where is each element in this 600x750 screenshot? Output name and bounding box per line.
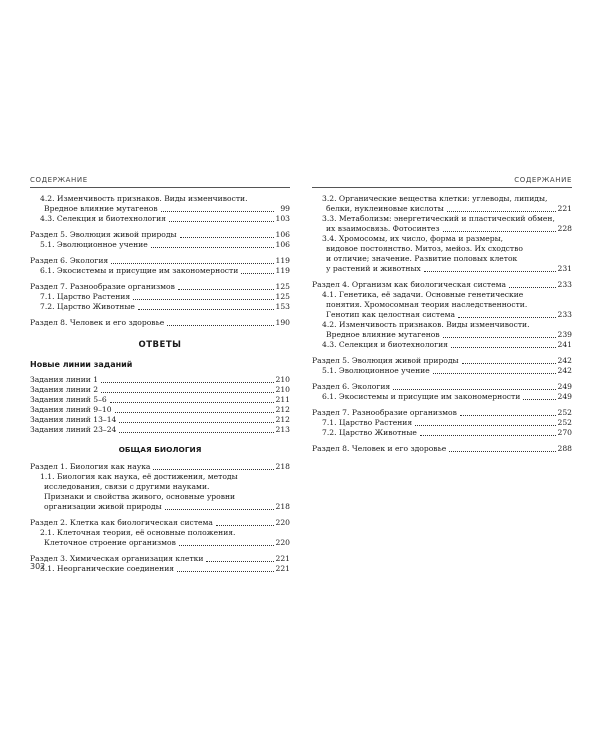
- toc-entry-title: Вредное влияние мутагенов: [44, 204, 158, 213]
- toc-entry: [30, 214, 290, 224]
- toc-entry-line: 2.1. Клеточная теория, её основные положения.: [40, 528, 236, 537]
- dot-leader: [206, 561, 273, 562]
- toc-entry: [312, 340, 572, 350]
- toc-entry-row: [312, 382, 572, 392]
- toc-page-number: 213: [275, 425, 290, 434]
- toc-page-number: 241: [557, 340, 572, 349]
- toc-entry-title: Задания линий 13–14: [30, 415, 117, 424]
- toc-entry-row: [30, 240, 290, 250]
- dot-leader: [241, 273, 273, 274]
- toc-entry-title: Задания линий 9–10: [30, 405, 112, 414]
- toc-entry: [30, 375, 290, 385]
- dot-leader: [216, 525, 274, 526]
- toc-section-entry: [312, 444, 572, 454]
- toc-entry-title: Задания линии 1: [30, 375, 99, 384]
- dot-leader: [420, 435, 556, 436]
- dot-leader: [115, 412, 274, 413]
- toc-entry-title: Раздел 8. Человек и его здоровье: [30, 318, 165, 327]
- toc-page-number: 190: [275, 318, 290, 327]
- toc-section-entry: [312, 356, 572, 366]
- toc-section-entry: [30, 318, 290, 328]
- toc-entry: [30, 405, 290, 415]
- toc-entry: [312, 418, 572, 428]
- dot-leader: [177, 571, 273, 572]
- toc-page-number: 288: [557, 444, 572, 453]
- toc-entry-title: Раздел 1. Биология как наука: [30, 462, 151, 471]
- toc-entry-title: 4.3. Селекция и биотехнология: [40, 214, 166, 223]
- toc-entry-line: 3.3. Метаболизм: энергетический и пластический обмен,: [322, 214, 555, 223]
- toc-entry-row: [312, 366, 572, 376]
- toc-entry-title: 3.1. Неорганические соединения: [40, 564, 175, 573]
- toc-entry-title: 7.1. Царство Растения: [322, 418, 413, 427]
- toc-entry-title: Раздел 6. Экология: [312, 382, 391, 391]
- running-header-right: СОДЕРЖАНИЕ: [312, 176, 572, 188]
- dot-leader: [509, 287, 555, 288]
- toc-page-number: 218: [275, 462, 290, 471]
- toc-entry: [312, 194, 572, 214]
- toc-entry-row: [312, 330, 572, 340]
- dot-leader: [161, 211, 274, 212]
- toc-entry: [30, 194, 290, 214]
- toc-entry-title: Задания линий 5–6: [30, 395, 107, 404]
- toc-page-number: 220: [275, 518, 290, 527]
- toc-entry-line: 1.1. Биология как наука, её достижения, методы: [40, 472, 238, 481]
- toc-page-number: 249: [557, 392, 572, 401]
- toc-entry-line: и отличие; значение. Развитие половых клеток: [326, 254, 518, 263]
- toc-entry-row: [30, 425, 290, 435]
- toc-page-number: 119: [275, 266, 290, 275]
- toc-entry-row: [30, 415, 290, 425]
- dot-leader: [133, 299, 273, 300]
- toc-entry-row: [30, 292, 290, 302]
- toc-entry-row: [312, 340, 572, 350]
- dot-leader: [393, 389, 555, 390]
- toc-page-number: 220: [275, 538, 290, 547]
- dot-leader: [523, 399, 555, 400]
- toc-entry-row: [30, 462, 290, 472]
- toc-entry-title: Клеточное строение организмов: [44, 538, 176, 547]
- general-biology-heading: ОБЩАЯ БИОЛОГИЯ: [118, 445, 202, 454]
- toc-page-number: 212: [275, 415, 290, 424]
- dot-leader: [119, 432, 273, 433]
- toc-entry-line: 4.2. Изменчивость признаков. Виды изменчивости.: [40, 194, 248, 203]
- toc-entry-title: у растений и животных: [326, 264, 421, 273]
- toc-entry-title: их взаимосвязь. Фотосинтез: [326, 224, 440, 233]
- toc-section-entry: [30, 518, 290, 528]
- dot-leader: [169, 221, 274, 222]
- toc-page-number: 218: [275, 502, 290, 511]
- toc-entry: [30, 564, 290, 574]
- toc-section-entry: [30, 462, 290, 472]
- toc-entry: [30, 415, 290, 425]
- toc-page-number: 239: [557, 330, 572, 339]
- left-page: [30, 176, 290, 574]
- toc-page-number: 221: [275, 564, 290, 573]
- toc-entry: [312, 366, 572, 376]
- toc-top-left: [30, 194, 290, 328]
- toc-entry-row: [312, 310, 572, 320]
- toc-page-number: 242: [557, 366, 572, 375]
- toc-page-number: 242: [557, 356, 572, 365]
- toc-entry-title: 4.3. Селекция и биотехнология: [322, 340, 448, 349]
- toc-page-number: 106: [275, 230, 290, 239]
- toc-page-number: 211: [275, 395, 290, 404]
- toc-page-number: 270: [557, 428, 572, 437]
- dot-leader: [151, 247, 274, 248]
- toc-page-number: 210: [275, 385, 290, 394]
- toc-page-number: 233: [557, 310, 572, 319]
- toc-entry: [30, 385, 290, 395]
- toc-entry-title: 6.1. Экосистемы и присущие им закономерности: [40, 266, 239, 275]
- toc-entry-title: 5.1. Эволюционное учение: [322, 366, 430, 375]
- toc-entry-line: 3.2. Органические вещества клетки: углеводы, липиды,: [322, 194, 548, 203]
- dot-leader: [462, 363, 556, 364]
- toc-entry: [312, 392, 572, 402]
- dot-leader: [138, 309, 274, 310]
- toc-entry-title: Раздел 6. Экология: [30, 256, 109, 265]
- toc-section-entry: [312, 408, 572, 418]
- toc-entry: [312, 214, 572, 234]
- toc-page-number: 210: [275, 375, 290, 384]
- toc-section-entry: [30, 256, 290, 266]
- toc-entry: [30, 266, 290, 276]
- dot-leader: [101, 392, 273, 393]
- toc-page-number: 212: [275, 405, 290, 414]
- toc-entry-row: [30, 502, 290, 512]
- toc-entry-line: видовое постоянство. Митоз, мейоз. Их сходство: [326, 244, 523, 253]
- dot-leader: [179, 545, 274, 546]
- dot-leader: [110, 402, 274, 403]
- toc-entry-line: 4.1. Генетика, её задачи. Основные генетические: [322, 290, 524, 299]
- toc-entry: [30, 472, 290, 512]
- toc-entry-row: [30, 214, 290, 224]
- toc-entry-line: 4.2. Изменчивость признаков. Виды изменчивости.: [322, 320, 530, 329]
- dot-leader: [415, 425, 555, 426]
- toc-entry-row: [30, 405, 290, 415]
- toc-entry-title: Раздел 7. Разнообразие организмов: [30, 282, 175, 291]
- toc-entry-line: исследования, связи с другими науками.: [44, 482, 210, 491]
- toc-entry-title: Раздел 5. Эволюция живой природы: [30, 230, 177, 239]
- running-header-left: СОДЕРЖАНИЕ: [30, 176, 290, 188]
- answers-heading: ОТВЕТЫ: [138, 340, 182, 350]
- toc-bottom-left: [30, 462, 290, 574]
- dot-leader: [165, 509, 274, 510]
- toc-entry-row: [312, 444, 572, 454]
- dot-leader: [180, 237, 274, 238]
- toc-entry: [30, 395, 290, 405]
- dot-leader: [101, 382, 273, 383]
- toc-entry-title: организации живой природы: [44, 502, 162, 511]
- toc-entry: [312, 320, 572, 340]
- toc-entry-row: [312, 280, 572, 290]
- toc-entry-row: [30, 395, 290, 405]
- toc-page-number: 233: [557, 280, 572, 289]
- toc-entry-title: Раздел 5. Эволюция живой природы: [312, 356, 459, 365]
- toc-page-number: 119: [275, 256, 290, 265]
- toc-entry-title: 6.1. Экосистемы и присущие им закономерности: [322, 392, 521, 401]
- dot-leader: [443, 231, 556, 232]
- toc-page-number: 249: [557, 382, 572, 391]
- toc-entry-row: [30, 554, 290, 564]
- toc-entry-title: белки, нуклеиновые кислоты: [326, 204, 444, 213]
- dot-leader: [460, 415, 556, 416]
- toc-page-number: 221: [275, 554, 290, 563]
- toc-entry-title: 7.2. Царство Животные: [322, 428, 417, 437]
- toc-entry-title: Задания линий 23–24: [30, 425, 117, 434]
- toc-entry-line: Признаки и свойства живого, основные уровни: [44, 492, 236, 501]
- toc-section-entry: [30, 554, 290, 564]
- toc-entry-row: [312, 428, 572, 438]
- toc-entry-title: Раздел 3. Химическая организация клетки: [30, 554, 204, 563]
- toc-entry-row: [312, 418, 572, 428]
- new-lines-heading: Новые линии заданий: [30, 360, 133, 369]
- toc-entry-row: [30, 385, 290, 395]
- toc-entry-line: 3.4. Хромосомы, их число, форма и размеры,: [322, 234, 504, 243]
- dot-leader: [167, 325, 273, 326]
- toc-entry-line: понятия. Хромосомная теория наследственности.: [326, 300, 528, 309]
- toc-entry-row: [30, 318, 290, 328]
- toc-page-number: 106: [275, 240, 290, 249]
- toc-entry-row: [312, 264, 572, 274]
- toc-page-number: 252: [557, 418, 572, 427]
- dot-leader: [443, 337, 556, 338]
- toc-entry-title: 5.1. Эволюционное учение: [40, 240, 148, 249]
- toc-page-number: 228: [557, 224, 572, 233]
- dot-leader: [111, 263, 273, 264]
- dot-leader: [447, 211, 556, 212]
- toc-entry-title: 7.1. Царство Растения: [40, 292, 131, 301]
- toc-entry: [312, 290, 572, 320]
- dot-leader: [424, 271, 556, 272]
- dot-leader: [451, 347, 556, 348]
- toc-entry: [30, 240, 290, 250]
- toc-section-entry: [312, 280, 572, 290]
- toc-entry-row: [30, 518, 290, 528]
- dot-leader: [178, 289, 274, 290]
- toc-page-number: 125: [275, 292, 290, 301]
- toc-entry-title: Вредное влияние мутагенов: [326, 330, 440, 339]
- toc-page-number: 221: [557, 204, 572, 213]
- toc-entry: [30, 425, 290, 435]
- toc-entry-row: [30, 282, 290, 292]
- toc-entry-row: [312, 204, 572, 214]
- toc-entry-title: Раздел 8. Человек и его здоровье: [312, 444, 447, 453]
- toc-page-number: 231: [557, 264, 572, 273]
- toc-entry: [30, 528, 290, 548]
- dot-leader: [458, 317, 555, 318]
- toc-entry: [30, 302, 290, 312]
- dot-leader: [449, 451, 555, 452]
- toc-right: [312, 194, 572, 454]
- toc-entry-row: [312, 356, 572, 366]
- toc-entry-row: [30, 204, 290, 214]
- toc-entry-row: [312, 408, 572, 418]
- toc-page-number: 99: [280, 204, 290, 213]
- toc-entry-title: Задания линии 2: [30, 385, 99, 394]
- task-lines-list: [30, 375, 290, 435]
- toc-entry-title: Раздел 7. Разнообразие организмов: [312, 408, 457, 417]
- toc-entry-row: [312, 392, 572, 402]
- page-number: 302: [30, 562, 46, 571]
- toc-entry-row: [30, 266, 290, 276]
- toc-entry: [30, 292, 290, 302]
- toc-entry-row: [30, 256, 290, 266]
- dot-leader: [433, 373, 556, 374]
- toc-page-number: 103: [275, 214, 290, 223]
- toc-entry-row: [30, 564, 290, 574]
- toc-entry-row: [312, 224, 572, 234]
- right-page: [312, 176, 572, 454]
- toc-entry-title: 7.2. Царство Животные: [40, 302, 135, 311]
- toc-entry-row: [30, 302, 290, 312]
- toc-page-number: 153: [275, 302, 290, 311]
- dot-leader: [153, 469, 273, 470]
- toc-entry: [312, 428, 572, 438]
- toc-entry-row: [30, 230, 290, 240]
- toc-entry-row: [30, 375, 290, 385]
- toc-entry-title: Раздел 4. Организм как биологическая система: [312, 280, 507, 289]
- toc-page-number: 252: [557, 408, 572, 417]
- toc-page-number: 125: [275, 282, 290, 291]
- toc-section-entry: [30, 282, 290, 292]
- toc-entry-title: Раздел 2. Клетка как биологическая система: [30, 518, 213, 527]
- toc-section-entry: [312, 382, 572, 392]
- dot-leader: [119, 422, 273, 423]
- toc-section-entry: [30, 230, 290, 240]
- toc-entry-title: Генотип как целостная система: [326, 310, 456, 319]
- toc-entry: [312, 234, 572, 274]
- toc-entry-row: [30, 538, 290, 548]
